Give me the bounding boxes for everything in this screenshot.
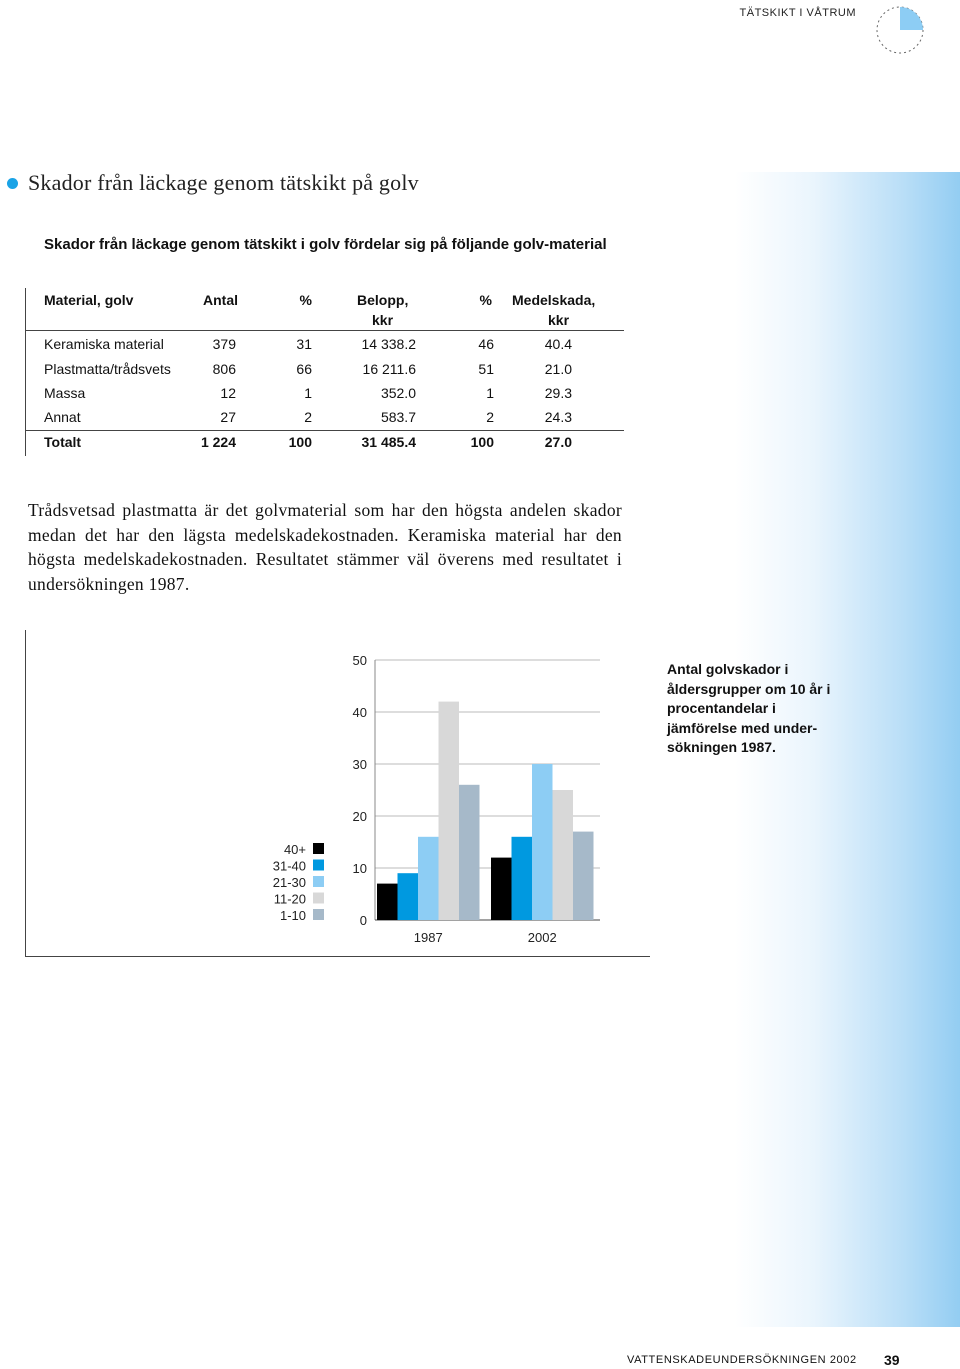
col-header-average-unit: kkr xyxy=(548,312,570,328)
col-header-material: Material, golv xyxy=(44,292,134,308)
legend-label: 21-30 xyxy=(272,875,306,890)
bar xyxy=(459,785,480,920)
cell-average: 40.4 xyxy=(544,336,572,352)
cell-count: 12 xyxy=(220,385,236,401)
bar xyxy=(532,764,553,920)
y-tick-label: 10 xyxy=(352,861,367,876)
cell-count: 806 xyxy=(212,361,236,377)
page-number: 39 xyxy=(884,1352,900,1368)
cell-average: 24.3 xyxy=(544,409,572,425)
col-header-average: Medelskada, xyxy=(512,292,596,308)
cell-material: Annat xyxy=(44,409,81,425)
cell-count-pct: 1 xyxy=(304,385,312,401)
cell-average: 29.3 xyxy=(544,385,572,401)
cell-amount-pct: 51 xyxy=(478,361,494,377)
cell-material: Keramiska material xyxy=(44,336,164,352)
x-tick-label: 1987 xyxy=(413,930,443,945)
cell-amount: 14 338.2 xyxy=(361,336,416,352)
page-heading: Skador från läckage genom tätskikt på golv xyxy=(28,170,419,195)
legend-swatch xyxy=(313,893,324,904)
legend-swatch xyxy=(313,909,324,920)
legend-swatch xyxy=(313,876,324,887)
cell-count-pct: 31 xyxy=(296,336,312,352)
cell-amount: 16 211.6 xyxy=(362,361,416,377)
col-header-count-pct: % xyxy=(299,292,312,308)
bar xyxy=(491,858,512,920)
table-title: Skador från läckage genom tätskikt i golv fördelar sig på följande golv-material xyxy=(44,236,607,253)
col-header-amount-pct: % xyxy=(479,292,492,308)
col-header-count: Antal xyxy=(203,292,238,308)
col-header-amount: Belopp, xyxy=(357,292,409,308)
cell-amount-pct: 2 xyxy=(486,409,494,425)
cell-total-count-pct: 100 xyxy=(288,434,312,450)
legend-label: 40+ xyxy=(283,842,306,857)
cell-amount: 352.0 xyxy=(380,385,416,401)
y-tick-label: 30 xyxy=(352,757,367,772)
bar xyxy=(512,837,533,920)
col-header-amount-unit: kkr xyxy=(372,312,394,328)
cell-material: Plastmatta/trådsvets xyxy=(44,361,171,377)
legend-label: 31-40 xyxy=(272,858,306,874)
cell-total-amount-pct: 100 xyxy=(470,434,494,450)
cell-amount-pct: 46 xyxy=(478,336,494,352)
cell-amount: 583.7 xyxy=(380,409,416,425)
bar xyxy=(418,837,439,920)
x-tick-label: 2002 xyxy=(527,930,557,945)
cell-amount-pct: 1 xyxy=(486,385,494,401)
bar xyxy=(439,702,460,920)
cell-count-pct: 2 xyxy=(304,409,312,425)
y-tick-label: 20 xyxy=(352,809,367,824)
legend-swatch xyxy=(313,860,324,871)
legend-label: 11-20 xyxy=(273,891,306,907)
y-tick-label: 50 xyxy=(352,653,367,668)
cell-material: Massa xyxy=(44,385,86,401)
cell-count: 27 xyxy=(220,409,236,425)
legend-label: 1-10 xyxy=(279,908,306,923)
cell-total-count: 1 224 xyxy=(200,434,236,450)
footer-publication: VATTENSKADEUNDERSÖKNINGEN 2002 xyxy=(627,1354,857,1366)
section-label: TÄTSKIKT I VÅTRUM xyxy=(739,7,856,19)
body-paragraph: Trådsvetsad plastmatta är det golvmaterial som har den högsta andelen skador medan det har den lägsta medelskadekostnaden. Keramiska material har den högsta medelskadekostnaden. Resultatet stämmer väl överens med resultatet i undersökningen 1987. xyxy=(28,500,622,594)
cell-total-label: Totalt xyxy=(44,434,82,450)
cell-total-amount: 31 485.4 xyxy=(361,434,416,450)
bar xyxy=(377,884,398,920)
bar xyxy=(553,790,574,920)
cell-total-average: 27.0 xyxy=(544,434,572,450)
legend-swatch xyxy=(313,843,324,854)
y-tick-label: 0 xyxy=(359,913,367,928)
y-tick-label: 40 xyxy=(352,705,367,720)
cell-count: 379 xyxy=(212,336,236,352)
bar xyxy=(573,832,594,920)
chart-caption: Antal golvskador i åldersgrupper om 10 år i procentandelar i jämförelse med under-sökningen 1987. xyxy=(667,661,831,755)
cell-count-pct: 66 xyxy=(296,361,312,377)
bar xyxy=(398,873,419,920)
cell-average: 21.0 xyxy=(544,361,572,377)
